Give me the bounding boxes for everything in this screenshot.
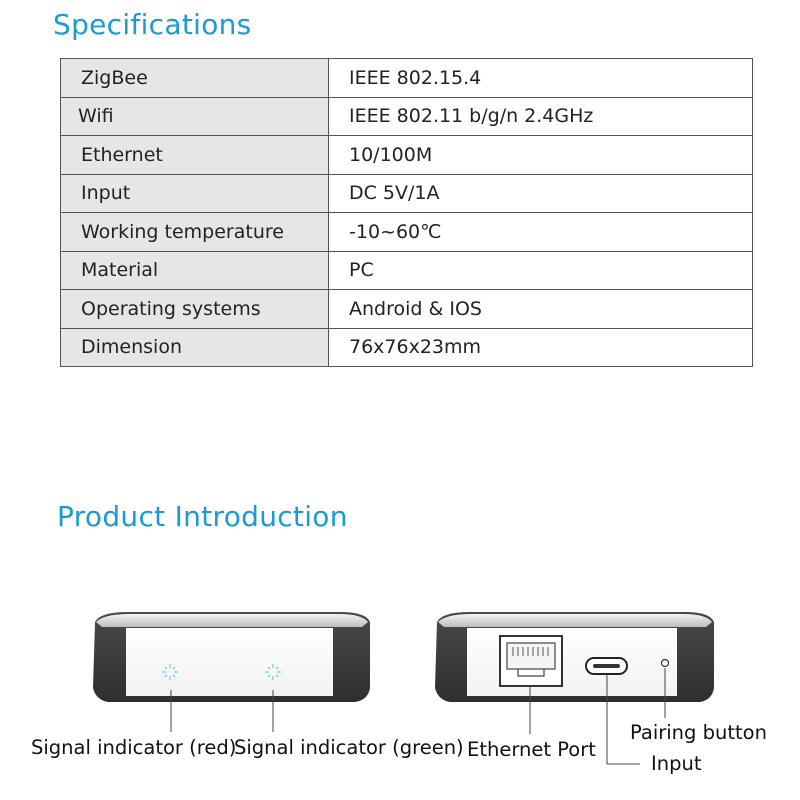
device-front-view (93, 612, 370, 732)
spec-value: -10~60℃ (329, 213, 753, 252)
spec-key: Working temperature (61, 213, 329, 252)
spec-key: Material (61, 251, 329, 290)
spec-key: Operating systems (61, 290, 329, 329)
spec-key: ZigBee (61, 59, 329, 98)
spec-value: 76x76x23mm (329, 328, 753, 367)
spec-value: Android & IOS (329, 290, 753, 329)
signal-indicator-red-label: Signal indicator (red) (31, 736, 237, 759)
spec-key: Wifi (61, 97, 329, 136)
ethernet-port-label: Ethernet Port (467, 738, 596, 761)
spec-value: PC (329, 251, 753, 290)
pairing-button-label: Pairing button (630, 721, 767, 744)
spec-key: Dimension (61, 328, 329, 367)
specifications-heading: Specifications (53, 8, 252, 41)
pairing-button-icon (662, 660, 669, 667)
input-label: Input (651, 752, 702, 775)
spec-value: IEEE 802.15.4 (329, 59, 753, 98)
ethernet-port-icon (500, 636, 562, 686)
spec-value: DC 5V/1A (329, 174, 753, 213)
usb-c-input-icon (586, 658, 627, 674)
spec-value: IEEE 802.11 b/g/n 2.4GHz (329, 97, 753, 136)
spec-value: 10/100M (329, 136, 753, 175)
product-introduction-heading: Product Introduction (57, 500, 348, 533)
spec-key: Ethernet (61, 136, 329, 175)
spec-key: Input (61, 174, 329, 213)
signal-indicator-green-label: Signal indicator (green) (234, 736, 464, 759)
